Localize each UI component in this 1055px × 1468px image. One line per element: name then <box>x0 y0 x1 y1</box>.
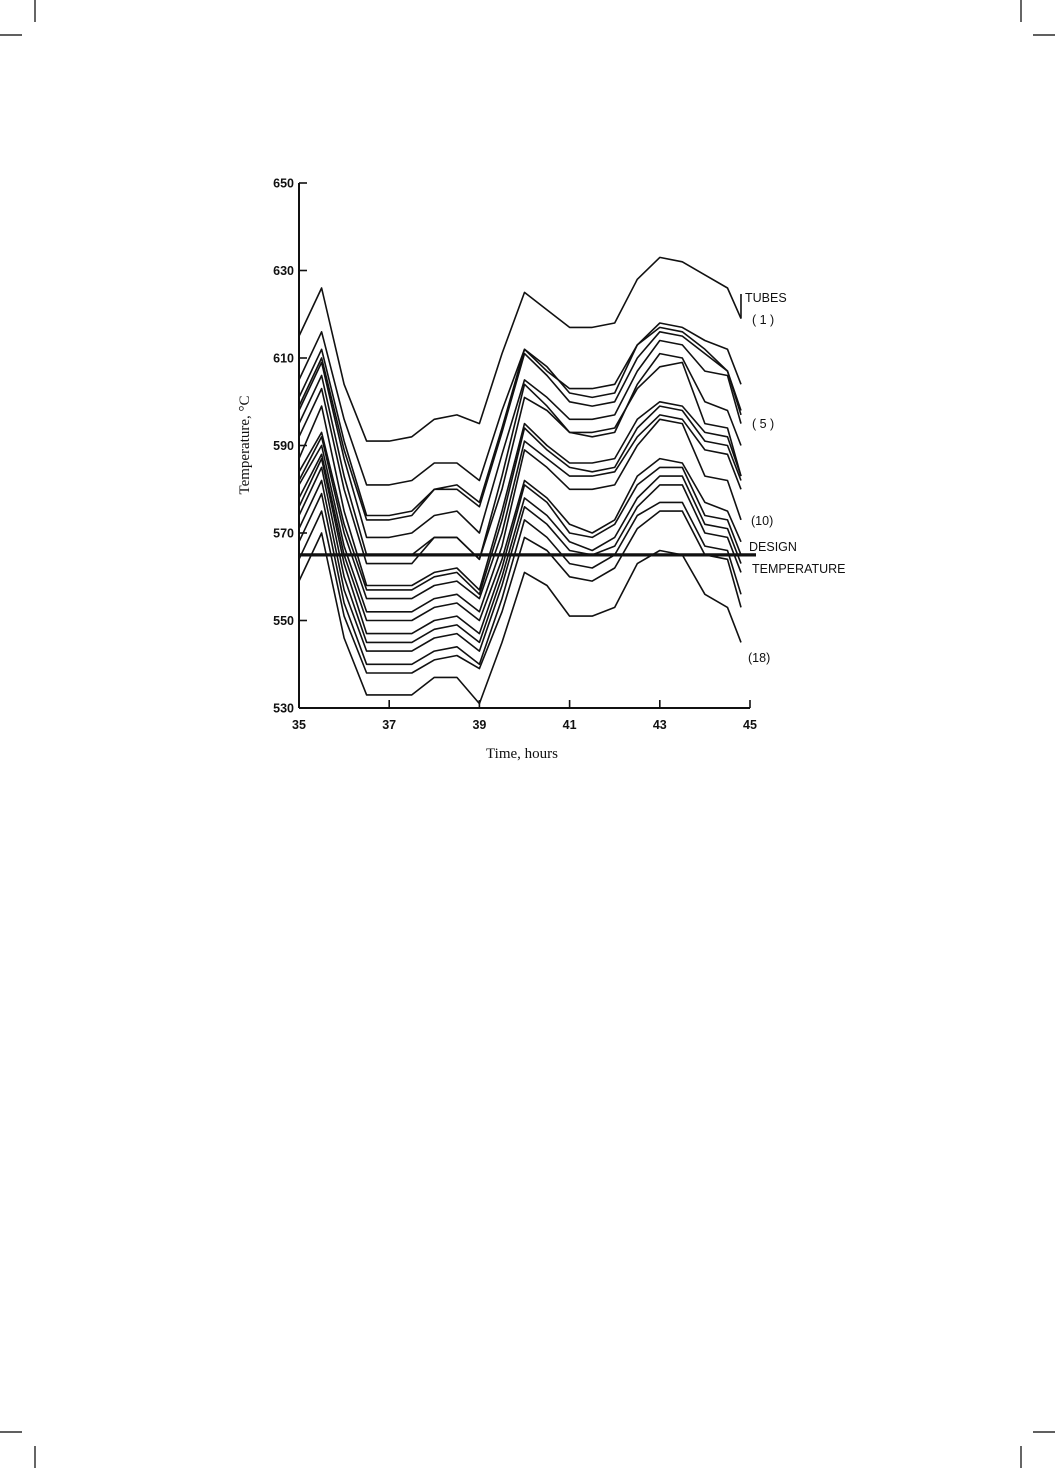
temperature-label: TEMPERATURE <box>752 562 846 576</box>
y-tick-label: 630 <box>273 264 294 278</box>
y-tick-label: 610 <box>273 351 294 366</box>
y-tick-label: 550 <box>273 614 294 628</box>
y-tick-label: 650 <box>273 176 294 191</box>
series-line-tube-15 <box>299 481 741 652</box>
tube-1-label: ( 1 ) <box>752 313 775 327</box>
x-tick-label: 35 <box>292 718 306 732</box>
y-tick-label: 590 <box>273 439 294 453</box>
temperature-chart <box>237 177 846 763</box>
y-tick-label: 530 <box>273 701 294 716</box>
x-tick-label: 45 <box>743 718 757 732</box>
tube-18-label: (18) <box>748 651 771 665</box>
x-tick-label: 37 <box>382 718 397 732</box>
y-tick-label: 570 <box>273 526 294 541</box>
x-tick-label: 41 <box>562 718 577 732</box>
tubes-label: TUBES <box>745 291 787 305</box>
y-axis-title: Temperature, °C <box>237 395 253 495</box>
series-layer <box>299 257 741 703</box>
tube-5-label: ( 5 ) <box>752 417 775 431</box>
x-tick-label: 43 <box>652 718 667 732</box>
design-label: DESIGN <box>749 540 797 554</box>
x-axis-title: Time, hours <box>486 746 558 762</box>
x-tick-label: 39 <box>472 718 487 732</box>
tube-10-label: (10) <box>751 514 774 528</box>
